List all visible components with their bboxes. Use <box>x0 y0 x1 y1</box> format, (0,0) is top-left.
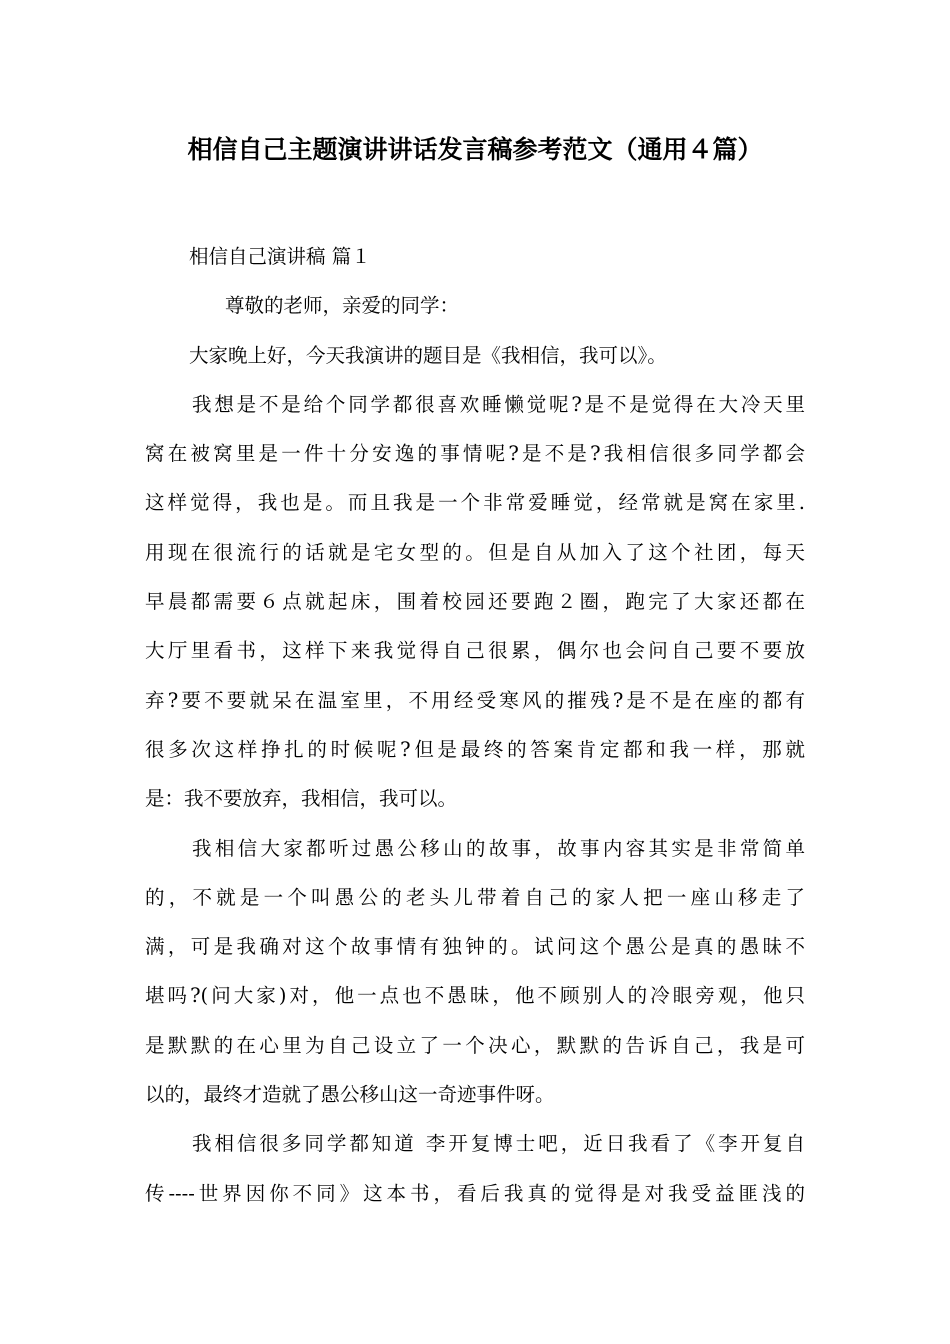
document-body <box>145 232 805 1218</box>
paragraph-line: 是：我不要放弃，我相信，我可以。 <box>145 787 458 811</box>
paragraph-line: 的，不就是一个叫愚公的老头儿带着自己的家人把一座山移走了 <box>145 885 805 909</box>
paragraph-line: 我相信很多同学都知道 李开复博士吧，近日我看了《李开复自 <box>192 1132 805 1156</box>
paragraph-line: 很多次这样挣扎的时候呢?但是最终的答案肯定都和我一样，那就 <box>145 737 805 761</box>
document-title: 相信自己主题演讲讲话发言稿参考范文（通用４篇） <box>187 135 763 164</box>
paragraph-line: 堪吗?(问大家)对，他一点也不愚昧，他不顾别人的冷眼旁观，他只 <box>145 984 805 1008</box>
paragraph-line: 窝在被窝里是一件十分安逸的事情呢?是不是?我相信很多同学都会 <box>145 442 805 466</box>
paragraph-line: 用现在很流行的话就是宅女型的。但是自从加入了这个社团，每天 <box>145 540 805 564</box>
salutation: 尊敬的老师，亲爱的同学： <box>225 294 460 318</box>
paragraph-line: 弃?要不要就呆在温室里，不用经受寒风的摧残?是不是在座的都有 <box>145 688 805 712</box>
paragraph-line: 这样觉得，我也是。而且我是一个非常爱睡觉，经常就是窝在家里. <box>145 491 805 515</box>
paragraph-line: 我想是不是给个同学都很喜欢睡懒觉呢?是不是觉得在大冷天里 <box>192 392 805 416</box>
paragraph-line: 传----世界因你不同》这本书，看后我真的觉得是对我受益匪浅的 <box>145 1181 805 1205</box>
section-heading: 相信自己演讲稿 篇１ <box>189 245 371 268</box>
paragraph-line: 我相信大家都听过愚公移山的故事，故事内容其实是非常简单 <box>192 836 805 860</box>
paragraph-line: 满，可是我确对这个故事情有独钟的。试问这个愚公是真的愚昧不 <box>145 935 805 959</box>
paragraph-line: 大厅里看书，这样下来我觉得自己很累，偶尔也会问自己要不要放 <box>145 639 805 663</box>
paragraph-line: 以的，最终才造就了愚公移山这一奇迹事件呀。 <box>145 1083 555 1107</box>
paragraph-line: 大家晚上好，今天我演讲的题目是《我相信，我可以》。 <box>189 343 667 367</box>
paragraph-line: 早晨都需要６点就起床，围着校园还要跑２圈，跑完了大家还都在 <box>145 590 805 614</box>
paragraph-line: 是默默的在心里为自己设立了一个决心，默默的告诉自己，我是可 <box>145 1033 805 1057</box>
